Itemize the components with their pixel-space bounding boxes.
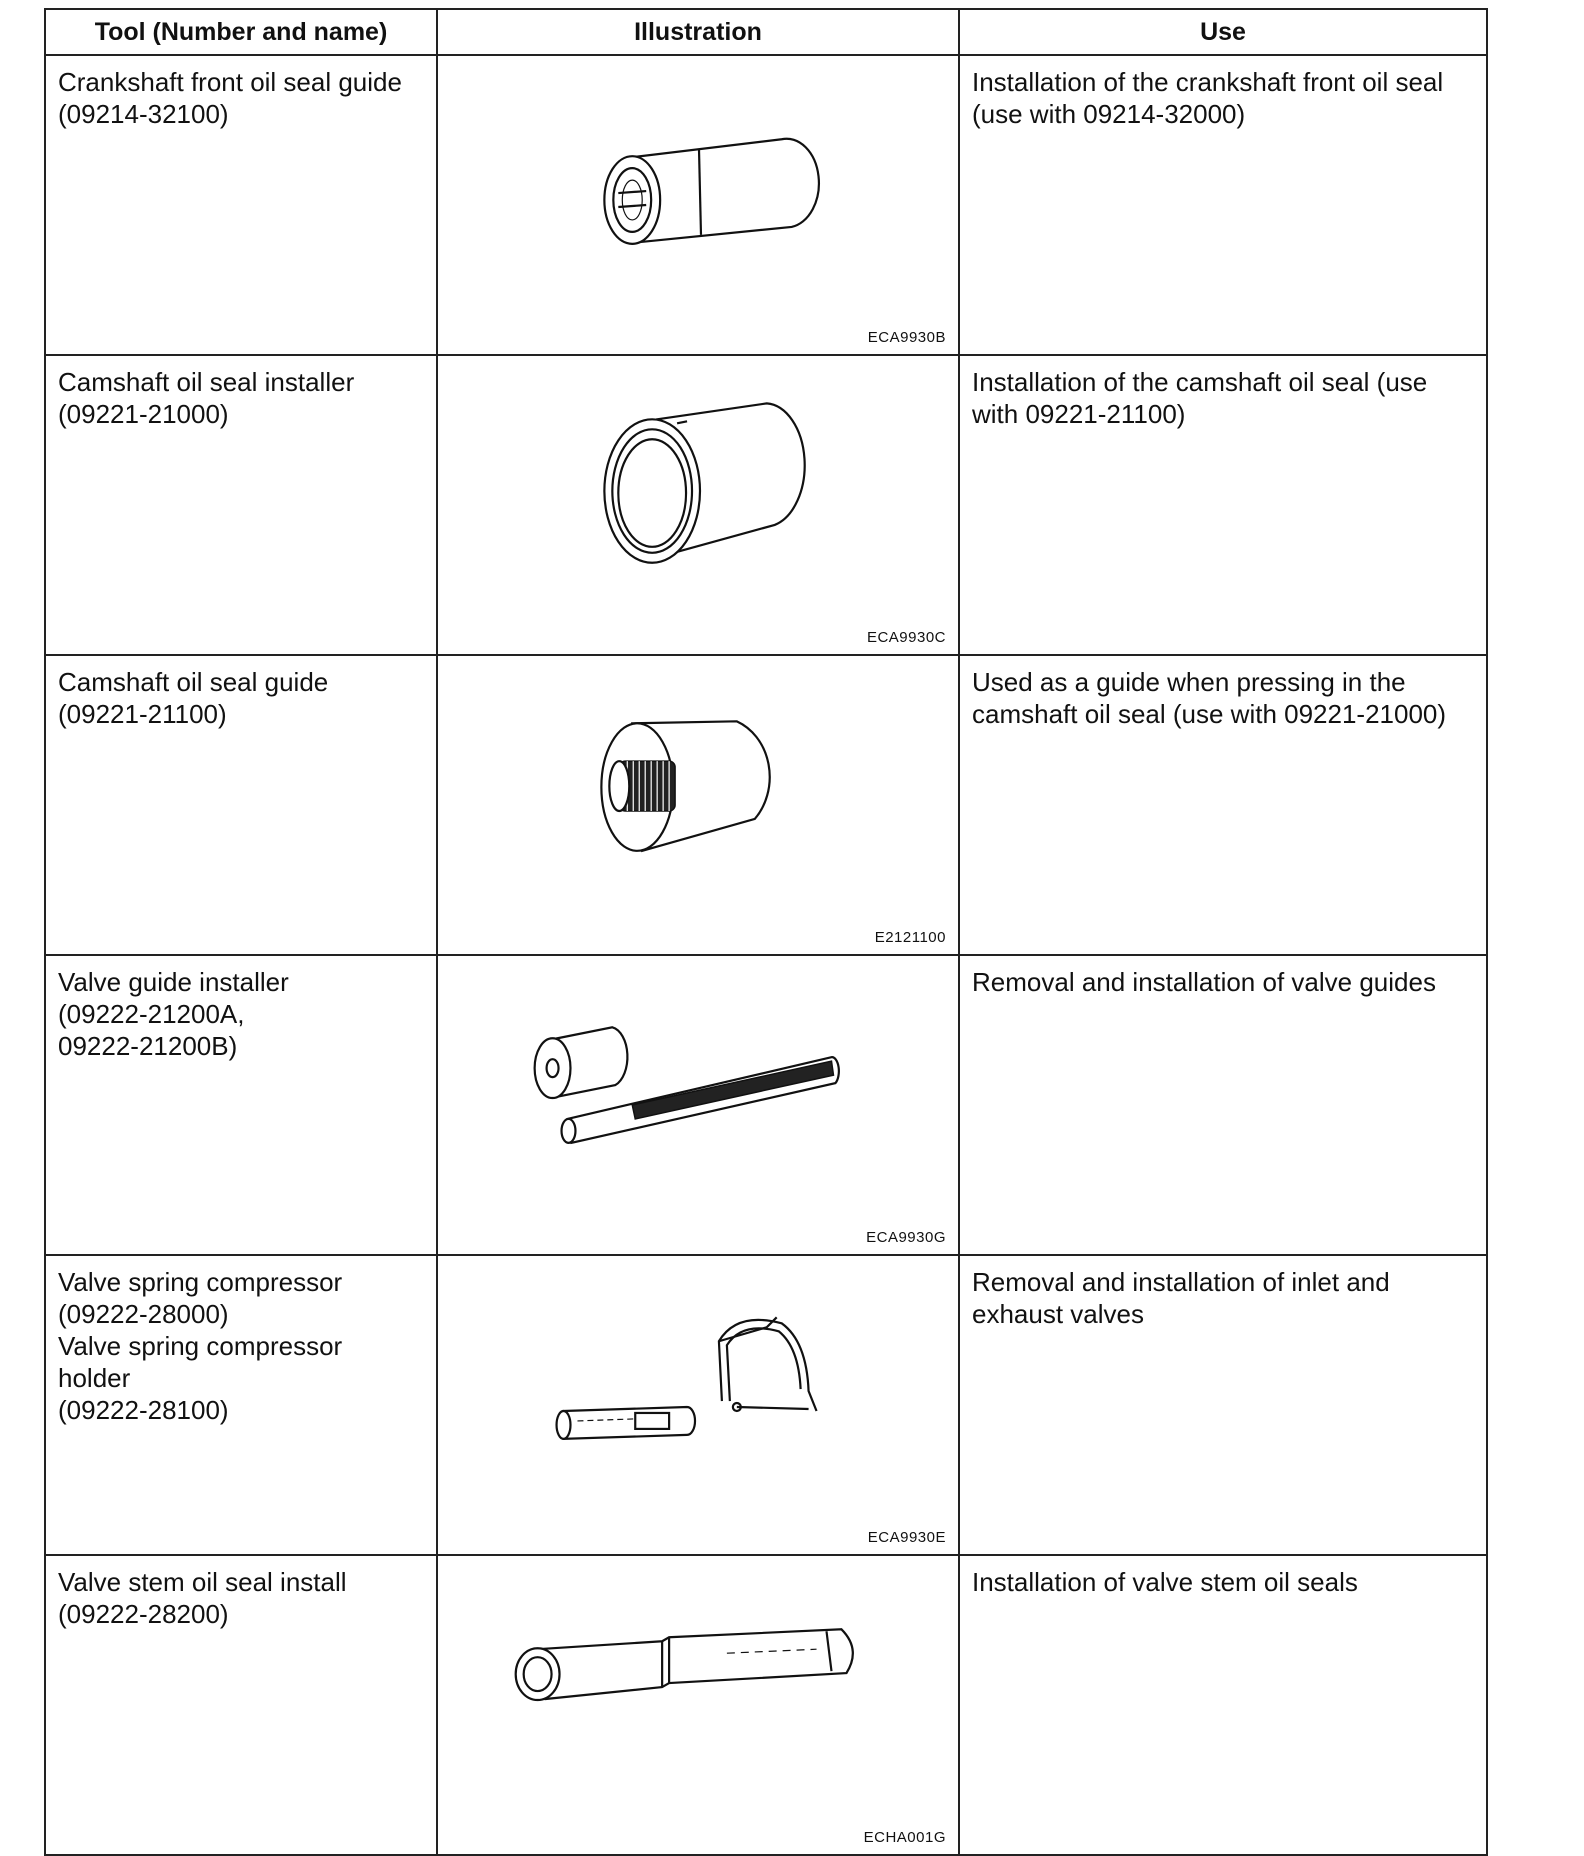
tool-number: (09222-28200) xyxy=(58,1599,229,1629)
use-cell: Installation of valve stem oil seals xyxy=(959,1555,1487,1855)
valve-stem-seal-installer-icon xyxy=(438,1556,958,1854)
use-cell: Installation of the crankshaft front oil seal (use with 09214-32000) xyxy=(959,55,1487,355)
header-tool: Tool (Number and name) xyxy=(45,9,437,55)
tool-name: Valve guide installer xyxy=(58,967,289,997)
tool-name: Valve spring compressor xyxy=(58,1267,343,1297)
tool-name: Camshaft oil seal installer xyxy=(58,367,355,397)
tool-cell xyxy=(45,955,437,1255)
tool-name: Crankshaft front oil seal guide xyxy=(58,67,402,97)
use-cell: Used as a guide when pressing in the camshaft oil seal (use with 09221-21000) xyxy=(959,655,1487,955)
valve-guide-installer-icon xyxy=(438,956,958,1254)
tool-cell xyxy=(45,655,437,955)
tool-number: (09222-21200A, xyxy=(58,999,245,1029)
figure-code: ECA9930C xyxy=(866,629,946,646)
table-row xyxy=(45,1255,1487,1555)
tool-cell xyxy=(45,55,437,355)
table-row xyxy=(45,1555,1487,1855)
figure-code: E2121100 xyxy=(874,929,946,946)
header-row xyxy=(45,9,1487,55)
table-row xyxy=(45,655,1487,955)
special-tools-table xyxy=(44,8,1488,1856)
illustration-cell xyxy=(437,955,959,1255)
tool-name: Valve stem oil seal install xyxy=(58,1567,347,1597)
tool-number: (09221-21100) xyxy=(58,699,227,729)
figure-code: ECA9930E xyxy=(867,1529,946,1546)
valve-spring-compressor-icon xyxy=(438,1256,958,1554)
table-row xyxy=(45,955,1487,1255)
tool-number: (09214-32100) xyxy=(58,99,229,129)
tool-cell xyxy=(45,355,437,655)
figure-code: ECA9930B xyxy=(867,329,946,346)
header-illustration: Illustration xyxy=(437,9,959,55)
tool-name: holder xyxy=(58,1363,131,1393)
camshaft-seal-guide-icon xyxy=(438,656,958,954)
tool-number: (09222-28000) xyxy=(58,1299,229,1329)
tool-cell xyxy=(45,1255,437,1555)
use-cell: Removal and installation of valve guides xyxy=(959,955,1487,1255)
figure-code: ECHA001G xyxy=(863,1829,946,1846)
illustration-cell xyxy=(437,1255,959,1555)
use-cell: Removal and installation of inlet and exhaust valves xyxy=(959,1255,1487,1555)
header-use: Use xyxy=(959,9,1487,55)
use-cell: Installation of the camshaft oil seal (use with 09221-21100) xyxy=(959,355,1487,655)
tool-number: (09221-21000) xyxy=(58,399,229,429)
crankshaft-seal-guide-icon xyxy=(438,56,958,354)
table-row xyxy=(45,55,1487,355)
camshaft-seal-installer-icon xyxy=(438,356,958,654)
table-row xyxy=(45,355,1487,655)
tool-cell xyxy=(45,1555,437,1855)
figure-code: ECA9930G xyxy=(866,1229,946,1246)
illustration-cell xyxy=(437,655,959,955)
tool-name: Valve spring compressor xyxy=(58,1331,343,1361)
illustration-cell xyxy=(437,355,959,655)
tool-number: 09222-21200B) xyxy=(58,1031,238,1061)
tool-number: (09222-28100) xyxy=(58,1395,229,1425)
illustration-cell xyxy=(437,1555,959,1855)
tool-name: Camshaft oil seal guide xyxy=(58,667,329,697)
illustration-cell xyxy=(437,55,959,355)
